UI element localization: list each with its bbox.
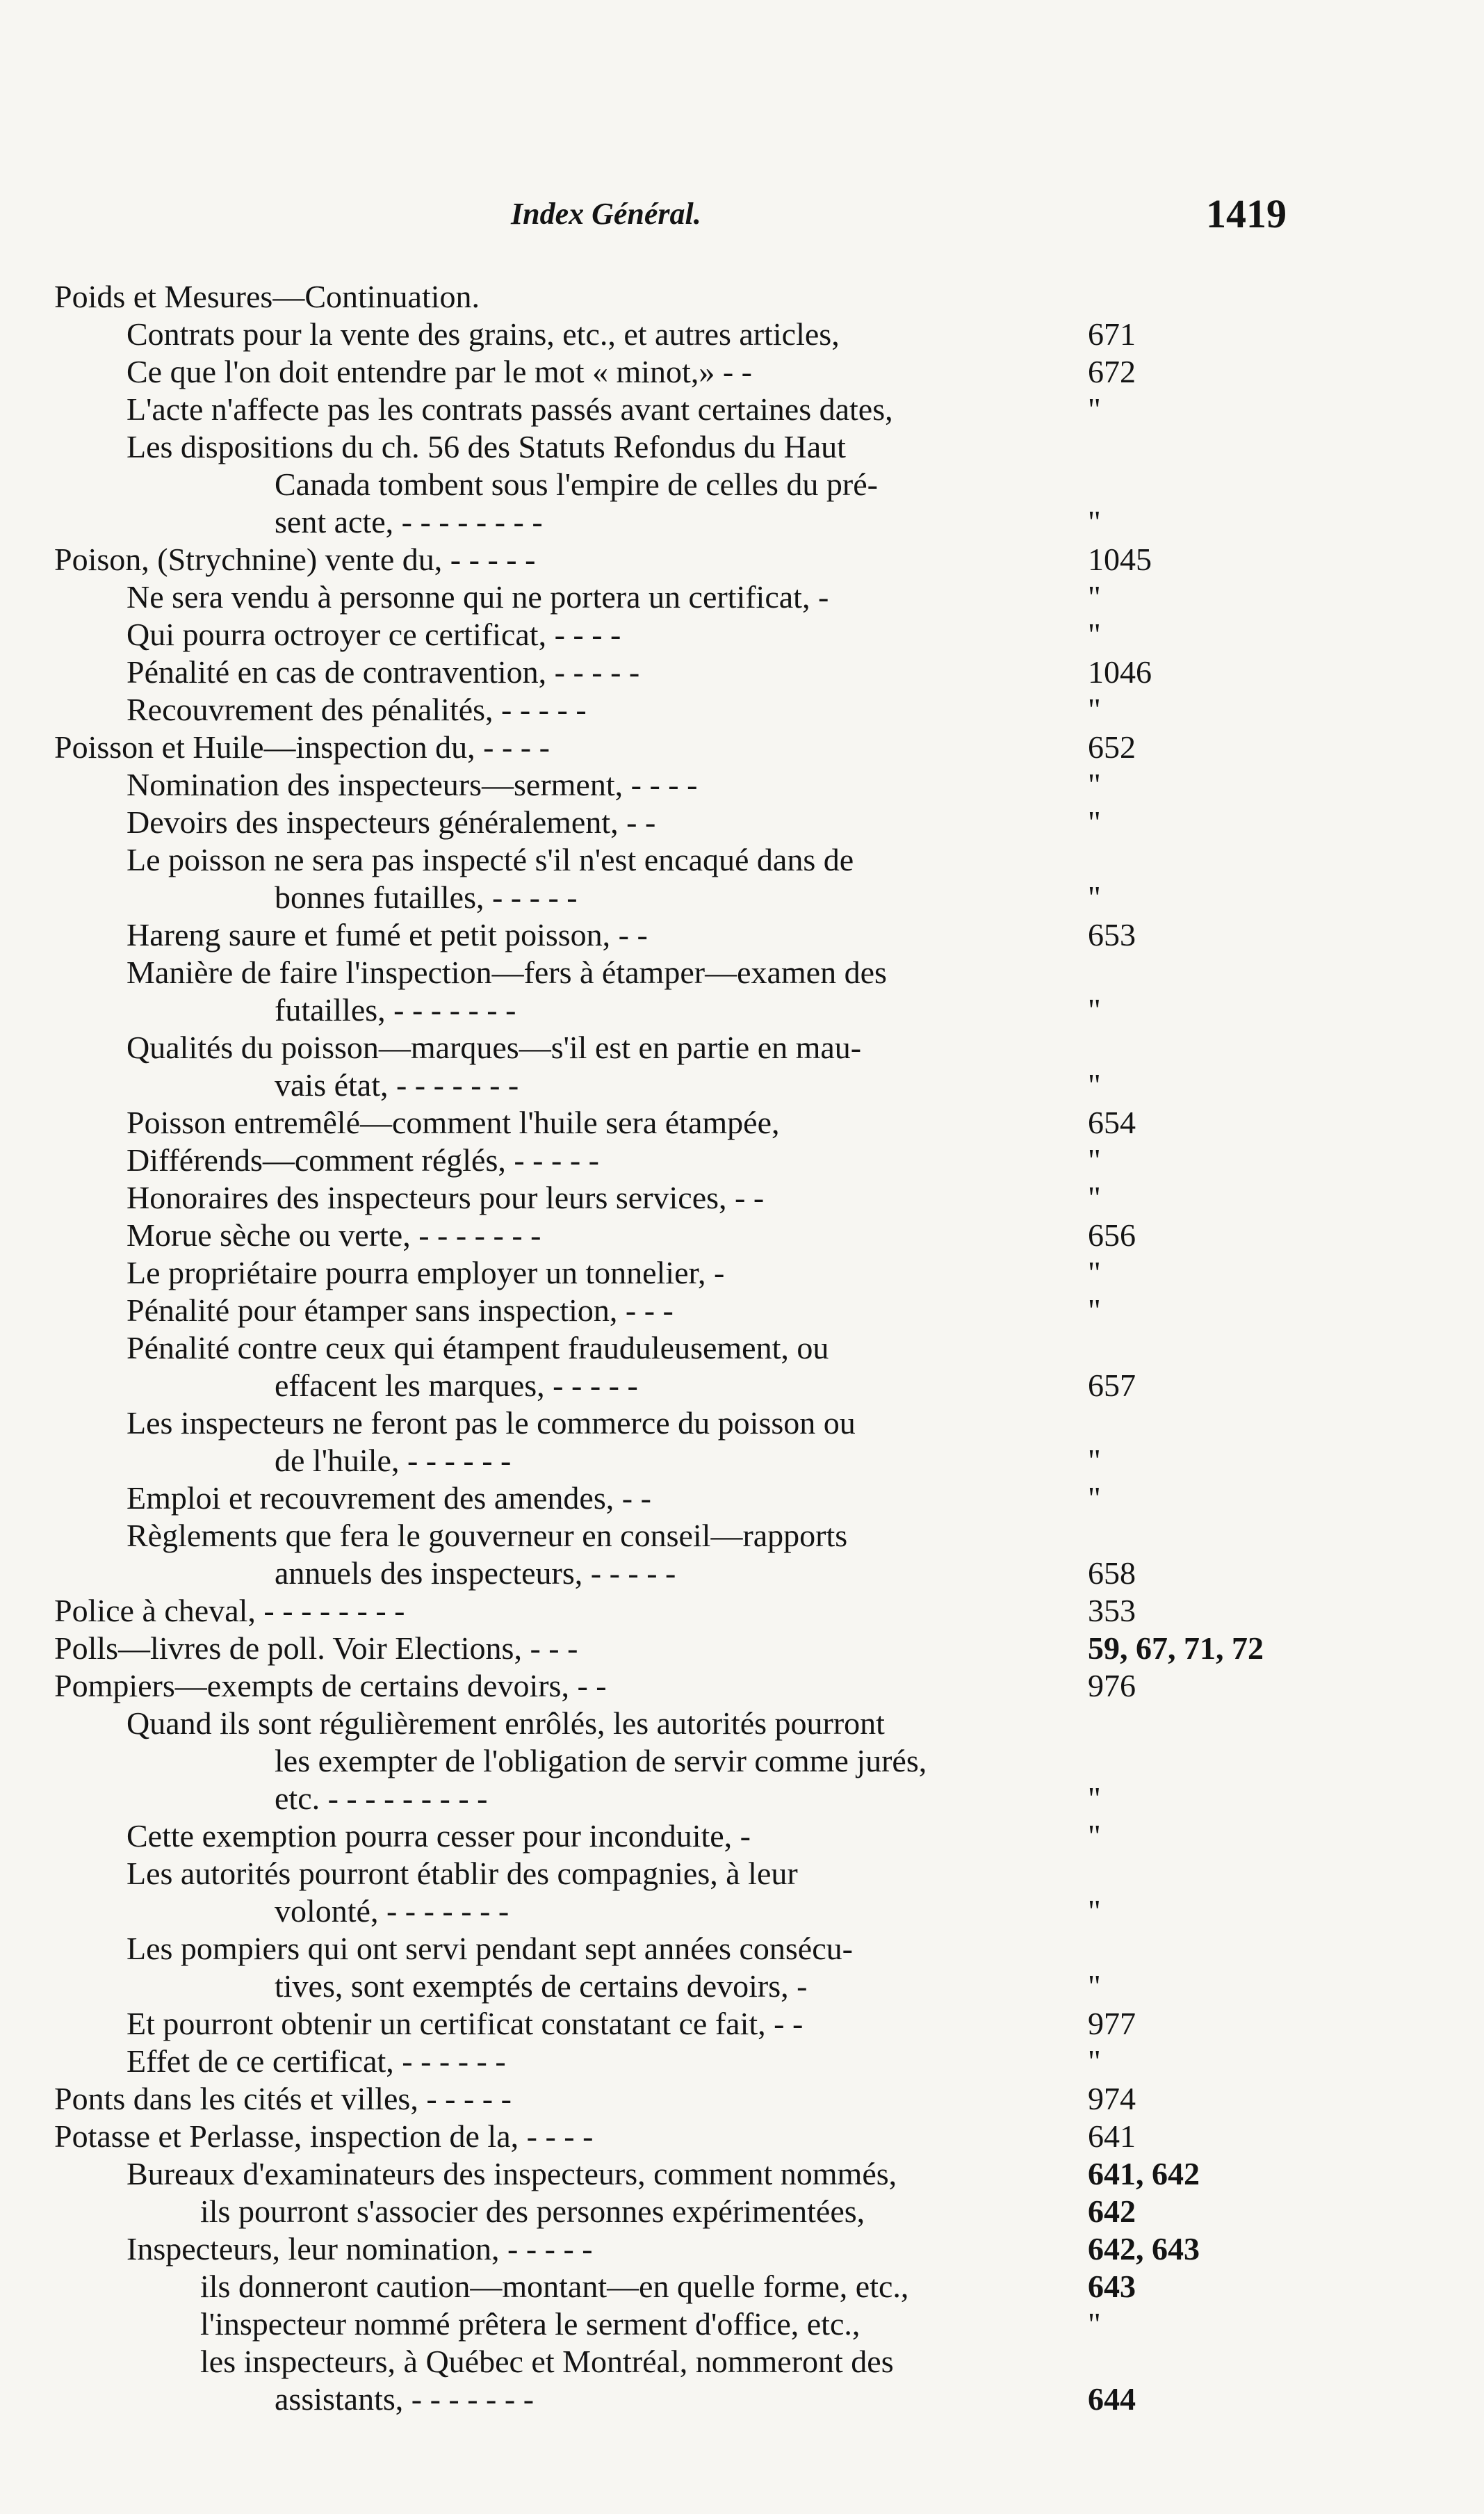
index-heading-poids-et-mesures — [0, 278, 1484, 316]
index-entry — [0, 1817, 1484, 1855]
entry-text: Différends—comment réglés, - - - - - — [127, 1142, 599, 1178]
index-entry — [0, 2043, 1484, 2080]
entry-page: " — [1088, 804, 1101, 840]
entry-text: Police à cheval, - - - - - - - - — [54, 1593, 405, 1628]
entry-page: " — [1088, 1292, 1101, 1328]
index-entry — [0, 1029, 1484, 1067]
entry-text: Qualités du poisson—marques—s'il est en partie en mau- — [127, 1030, 862, 1065]
entry-page: 672 — [1088, 354, 1136, 389]
entry-page: 644 — [1088, 2381, 1136, 2417]
entry-text: Ce que l'on doit entendre par le mot « minot,» - - — [127, 354, 752, 389]
index-entry — [0, 804, 1484, 841]
entry-page: " — [1088, 1818, 1101, 1854]
entry-page: " — [1088, 1893, 1101, 1929]
entry-text: Polls—livres de poll. Voir Elections, - - - — [54, 1630, 578, 1666]
entry-text: Le poisson ne sera pas inspecté s'il n'est encaqué dans de — [127, 842, 854, 877]
entry-page: " — [1088, 391, 1101, 427]
index-entry — [0, 1930, 1484, 1968]
entry-page: " — [1088, 1480, 1101, 1516]
entry-page: 641, 642 — [1088, 2156, 1200, 2191]
entry-page: " — [1088, 1443, 1101, 1478]
entry-text: Morue sèche ou verte, - - - - - - - — [127, 1217, 541, 1253]
index-entry — [0, 766, 1484, 804]
index-entry — [0, 1329, 1484, 1367]
entry-text: Règlements que fera le gouverneur en conseil—rapports — [127, 1518, 848, 1553]
index-entry-continuation — [0, 503, 1484, 541]
index-entry-continuation — [0, 991, 1484, 1029]
entry-text: sent acte, - - - - - - - - — [275, 504, 543, 540]
entry-text: etc. - - - - - - - - - — [275, 1781, 488, 1816]
entry-text: Nomination des inspecteurs—serment, - - - - — [127, 767, 698, 802]
entry-text: Canada tombent sous l'empire de celles du pré- — [275, 467, 878, 502]
entry-text: Potasse et Perlasse, inspection de la, - - - - — [54, 2118, 594, 2154]
entry-text: Poisson entremêlé—comment l'huile sera étampée, — [127, 1105, 780, 1140]
index-entry — [0, 1705, 1484, 1742]
entry-page: 653 — [1088, 917, 1136, 952]
entry-page: 642, 643 — [1088, 2231, 1200, 2266]
index-entry — [0, 1517, 1484, 1555]
entry-text: Le propriétaire pourra employer un tonnelier, - — [127, 1255, 725, 1290]
index-entry-continuation — [0, 1367, 1484, 1404]
index-heading-pompiers — [0, 1667, 1484, 1705]
index-entry-continuation — [0, 466, 1484, 503]
entry-page: 656 — [1088, 1217, 1136, 1253]
index-heading-ponts — [0, 2080, 1484, 2118]
index-entry — [0, 841, 1484, 879]
entry-text: Les autorités pourront établir des compagnies, à leur — [127, 1856, 798, 1891]
entry-page: " — [1088, 1781, 1101, 1816]
entry-page: " — [1088, 617, 1101, 652]
index-entry — [0, 2005, 1484, 2043]
entry-page: 59, 67, 71, 72 — [1088, 1630, 1264, 1666]
index-entry — [0, 1254, 1484, 1292]
index-entry — [0, 1142, 1484, 1179]
index-entry — [0, 2230, 1484, 2268]
entry-text: L'acte n'affecte pas les contrats passés avant certaines dates, — [127, 391, 893, 427]
entry-page: 353 — [1088, 1593, 1136, 1628]
entry-text: Pénalité contre ceux qui étampent frauduleusement, ou — [127, 1330, 829, 1365]
entry-text: Les dispositions du ch. 56 des Statuts Refondus du Haut — [127, 429, 846, 464]
entry-text: Pénalité pour étamper sans inspection, - - - — [127, 1292, 674, 1328]
entry-text: Manière de faire l'inspection—fers à étamper—examen des — [127, 955, 887, 990]
index-heading-poisson-et-huile — [0, 729, 1484, 766]
entry-page: 1045 — [1088, 542, 1152, 577]
entry-text: Emploi et recouvrement des amendes, - - — [127, 1480, 651, 1516]
index-entry — [0, 391, 1484, 428]
index-entry-sub — [0, 2193, 1484, 2230]
entry-text: Hareng saure et fumé et petit poisson, - - — [127, 917, 648, 952]
index-entry — [0, 954, 1484, 991]
entry-page: 654 — [1088, 1105, 1136, 1140]
entry-page: " — [1088, 1180, 1101, 1215]
entry-text: tives, sont exemptés de certains devoirs, - — [275, 1968, 808, 2004]
index-entry-sub — [0, 2343, 1484, 2381]
entry-page: 642 — [1088, 2193, 1136, 2229]
entry-page: " — [1088, 1255, 1101, 1290]
entry-text: Contrats pour la vente des grains, etc., et autres articles, — [127, 316, 840, 352]
entry-text: vais état, - - - - - - - — [275, 1067, 519, 1103]
index-entry-sub — [0, 2268, 1484, 2305]
index-entry — [0, 1104, 1484, 1142]
entry-text: ils donneront caution—montant—en quelle forme, etc., — [200, 2269, 909, 2304]
entry-page: 658 — [1088, 1555, 1136, 1591]
entry-text: ils pourront s'associer des personnes expérimentées, — [200, 2193, 865, 2229]
entry-text: Pénalité en cas de contravention, - - - - - — [127, 654, 640, 690]
entry-page: 652 — [1088, 729, 1136, 765]
index-entry — [0, 654, 1484, 691]
index-entry — [0, 616, 1484, 654]
index-heading-police-a-cheval — [0, 1592, 1484, 1630]
entry-page: 643 — [1088, 2269, 1136, 2304]
entry-text: Inspecteurs, leur nomination, - - - - - — [127, 2231, 593, 2266]
entry-page: " — [1088, 692, 1101, 727]
entry-text: volonté, - - - - - - - — [275, 1893, 509, 1929]
index-entry — [0, 578, 1484, 616]
index-entry — [0, 1855, 1484, 1892]
entry-text: les exempter de l'obligation de servir comme jurés, — [275, 1743, 927, 1778]
entry-text: Les pompiers qui ont servi pendant sept années consécu- — [127, 1931, 853, 1966]
entry-page: " — [1088, 2043, 1101, 2079]
entry-page: " — [1088, 2306, 1101, 2342]
entry-page: 977 — [1088, 2006, 1136, 2041]
entry-page: 671 — [1088, 316, 1136, 352]
index-entry-continuation — [0, 1555, 1484, 1592]
entry-text: futailles, - - - - - - - — [275, 992, 516, 1028]
entry-text: Ne sera vendu à personne qui ne portera un certificat, - — [127, 579, 829, 615]
entry-page: " — [1088, 504, 1101, 540]
index-entry-continuation — [0, 2381, 1484, 2418]
entry-text: Qui pourra octroyer ce certificat, - - - - — [127, 617, 621, 652]
index-entry-continuation — [0, 1892, 1484, 1930]
index-entry — [0, 916, 1484, 954]
page-number: 1419 — [1206, 191, 1287, 236]
index-entry — [0, 316, 1484, 353]
entry-page: 1046 — [1088, 654, 1152, 690]
index-entry — [0, 1217, 1484, 1254]
index-entry-continuation — [0, 879, 1484, 916]
entry-text: annuels des inspecteurs, - - - - - — [275, 1555, 676, 1591]
index-entry — [0, 1479, 1484, 1517]
page-header — [0, 191, 1484, 252]
entry-text: assistants, - - - - - - - — [275, 2381, 535, 2417]
entry-text: de l'huile, - - - - - - — [275, 1443, 512, 1478]
index-entry — [0, 353, 1484, 391]
entry-text: Poison, (Strychnine) vente du, - - - - - — [54, 542, 536, 577]
entry-text: l'inspecteur nommé prêtera le serment d'office, etc., — [200, 2306, 861, 2342]
index-entry — [0, 1292, 1484, 1329]
entry-text: Honoraires des inspecteurs pour leurs services, - - — [127, 1180, 765, 1215]
entry-text: Devoirs des inspecteurs généralement, - - — [127, 804, 656, 840]
running-title: Index Général. — [511, 197, 701, 231]
entry-text: Recouvrement des pénalités, - - - - - — [127, 692, 587, 727]
entry-page: 657 — [1088, 1368, 1136, 1403]
entry-text: Bureaux d'examinateurs des inspecteurs, comment nommés, — [127, 2156, 897, 2191]
entry-page: 976 — [1088, 1668, 1136, 1703]
entry-text: Quand ils sont régulièrement enrôlés, les autorités pourront — [127, 1705, 885, 1741]
index-entry — [0, 1179, 1484, 1217]
index-heading-potasse-et-perlasse — [0, 2118, 1484, 2155]
entry-text: les inspecteurs, à Québec et Montréal, nommeront des — [200, 2344, 894, 2379]
index-entry — [0, 2155, 1484, 2193]
index-entry-sub — [0, 2305, 1484, 2343]
index-entry — [0, 1404, 1484, 1442]
entry-text: Et pourront obtenir un certificat constatant ce fait, - - — [127, 2006, 804, 2041]
entry-text: Les inspecteurs ne feront pas le commerce du poisson ou — [127, 1405, 856, 1441]
index-entry — [0, 428, 1484, 466]
entry-text: Poisson et Huile—inspection du, - - - - — [54, 729, 550, 765]
entry-page: " — [1088, 579, 1101, 615]
entry-page: " — [1088, 992, 1101, 1028]
index-entry-continuation — [0, 1742, 1484, 1780]
entry-page: " — [1088, 1968, 1101, 2004]
entry-text: Ponts dans les cités et villes, - - - - - — [54, 2081, 512, 2116]
entry-text: bonnes futailles, - - - - - — [275, 879, 578, 915]
entry-text: Effet de ce certificat, - - - - - - — [127, 2043, 506, 2079]
entry-page: " — [1088, 879, 1101, 915]
entry-page: 641 — [1088, 2118, 1136, 2154]
entry-text: Poids et Mesures—Continuation. — [54, 279, 480, 314]
entry-page: 974 — [1088, 2081, 1136, 2116]
index-entry-continuation — [0, 1780, 1484, 1817]
entry-text: effacent les marques, - - - - - — [275, 1368, 638, 1403]
index-heading-poison — [0, 541, 1484, 578]
entry-page: " — [1088, 1142, 1101, 1178]
entry-text: Cette exemption pourra cesser pour inconduite, - — [127, 1818, 751, 1854]
index-entry-continuation — [0, 1067, 1484, 1104]
index-entry — [0, 691, 1484, 729]
entry-text: Pompiers—exempts de certains devoirs, - - — [54, 1668, 607, 1703]
index-entry-continuation — [0, 1968, 1484, 2005]
index-heading-polls — [0, 1630, 1484, 1667]
entry-page: " — [1088, 767, 1101, 802]
entry-page: " — [1088, 1067, 1101, 1103]
index-entry-continuation — [0, 1442, 1484, 1479]
